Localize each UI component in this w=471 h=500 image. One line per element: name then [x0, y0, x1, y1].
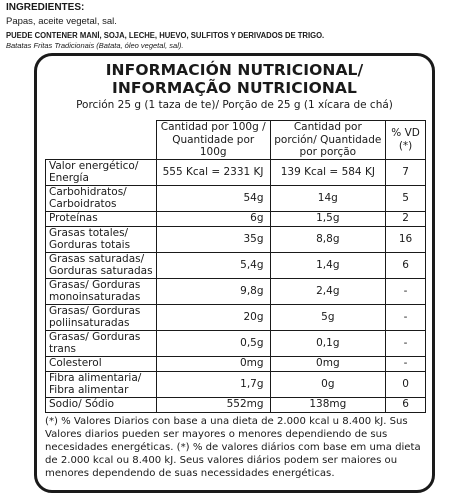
nutrient-name: Grasas/ Gorduras poliinsaturadas [46, 304, 157, 330]
value-vd: 7 [386, 159, 426, 185]
table-row [46, 226, 426, 252]
value-per100: 552mg [156, 397, 270, 412]
table-header-row [46, 121, 426, 160]
panel-title-line1: INFORMACIÓN NUTRICIONAL/ [105, 61, 364, 79]
header-empty [46, 121, 157, 160]
header-per100: Cantidad por 100g / Quantidade por 100g [156, 121, 270, 160]
value-per100: 1,7g [156, 371, 270, 397]
table-row [46, 397, 426, 412]
nutrition-panel [34, 53, 435, 493]
value-per100: 6g [156, 211, 270, 226]
value-per100: 9,8g [156, 278, 270, 304]
value-per100: 0mg [156, 356, 270, 371]
value-vd: 16 [386, 226, 426, 252]
nutrient-name: Grasas/ Gorduras monoinsaturadas [46, 278, 157, 304]
table-row [46, 252, 426, 278]
nutrient-name: Carbohidratos/ Carboidratos [46, 185, 157, 211]
value-perportion: 1,4g [270, 252, 386, 278]
nutrient-name: Proteínas [46, 211, 157, 226]
value-perportion: 0g [270, 371, 386, 397]
nutrition-table [45, 120, 426, 413]
footnote: (*) % Valores Diarios con base a una dieta de 2.000 kcal u 8.400 kJ. Sus Valores diarios pueden ser mayores o menores dependiendo de sus necesidades energéticas. (*) % de valores diários com base em uma dieta de 2.000 kcal ou 8.400 kJ. Seus valores diários podem ser maiores ou menores dependendo de suas necessidades energéticas. [45, 416, 421, 479]
value-vd: 5 [386, 185, 426, 211]
table-row [46, 278, 426, 304]
value-per100: 5,4g [156, 252, 270, 278]
value-vd: - [386, 356, 426, 371]
table-row [46, 356, 426, 371]
table-row [46, 371, 426, 397]
value-per100: 54g [156, 185, 270, 211]
nutrient-name: Grasas/ Gorduras trans [46, 330, 157, 356]
value-per100: 0,5g [156, 330, 270, 356]
value-per100: 555 Kcal = 2331 KJ [156, 159, 270, 185]
nutrient-name: Fibra alimentaria/ Fibra alimentar [46, 371, 157, 397]
value-vd: - [386, 304, 426, 330]
portion-size: Porción 25 g (1 taza de te)/ Porção de 25 g (1 xícara de chá) [76, 99, 393, 111]
ingredients-title: INGREDIENTES: [6, 2, 85, 13]
value-per100: 35g [156, 226, 270, 252]
value-perportion: 0mg [270, 356, 386, 371]
nutrient-name: Grasas saturadas/ Gorduras saturadas [46, 252, 157, 278]
value-vd: 2 [386, 211, 426, 226]
header-perportion: Cantidad por porción/ Quantidade por porção [270, 121, 386, 160]
table-row [46, 330, 426, 356]
allergen-warning: PUEDE CONTENER MANÍ, SOJA, LECHE, HUEVO, SULFITOS Y DERIVADOS DE TRIGO. [6, 31, 325, 40]
header-vd: % VD (*) [386, 121, 426, 160]
nutrient-name: Valor energético/ Energía [46, 159, 157, 185]
table-row [46, 304, 426, 330]
table-row [46, 211, 426, 226]
value-vd: 0 [386, 371, 426, 397]
value-perportion: 2,4g [270, 278, 386, 304]
panel-title [37, 61, 432, 97]
nutrient-name: Grasas totales/ Gorduras totais [46, 226, 157, 252]
value-perportion: 0,1g [270, 330, 386, 356]
value-perportion: 14g [270, 185, 386, 211]
value-per100: 20g [156, 304, 270, 330]
ingredients-block [6, 2, 466, 50]
table-row [46, 185, 426, 211]
value-vd: - [386, 330, 426, 356]
ingredients-subtitle: Batatas Fritas Tradicionais (Batata, óleo vegetal, sal). [6, 41, 184, 50]
value-vd: 6 [386, 397, 426, 412]
value-perportion: 5g [270, 304, 386, 330]
value-perportion: 139 Kcal = 584 KJ [270, 159, 386, 185]
table-row [46, 159, 426, 185]
nutrient-name: Sodio/ Sódio [46, 397, 157, 412]
value-vd: - [386, 278, 426, 304]
value-vd: 6 [386, 252, 426, 278]
value-perportion: 1,5g [270, 211, 386, 226]
value-perportion: 8,8g [270, 226, 386, 252]
nutrient-name: Colesterol [46, 356, 157, 371]
value-perportion: 138mg [270, 397, 386, 412]
ingredients-text: Papas, aceite vegetal, sal. [6, 16, 117, 27]
panel-title-line2: INFORMAÇÃO NUTRICIONAL [111, 79, 357, 97]
